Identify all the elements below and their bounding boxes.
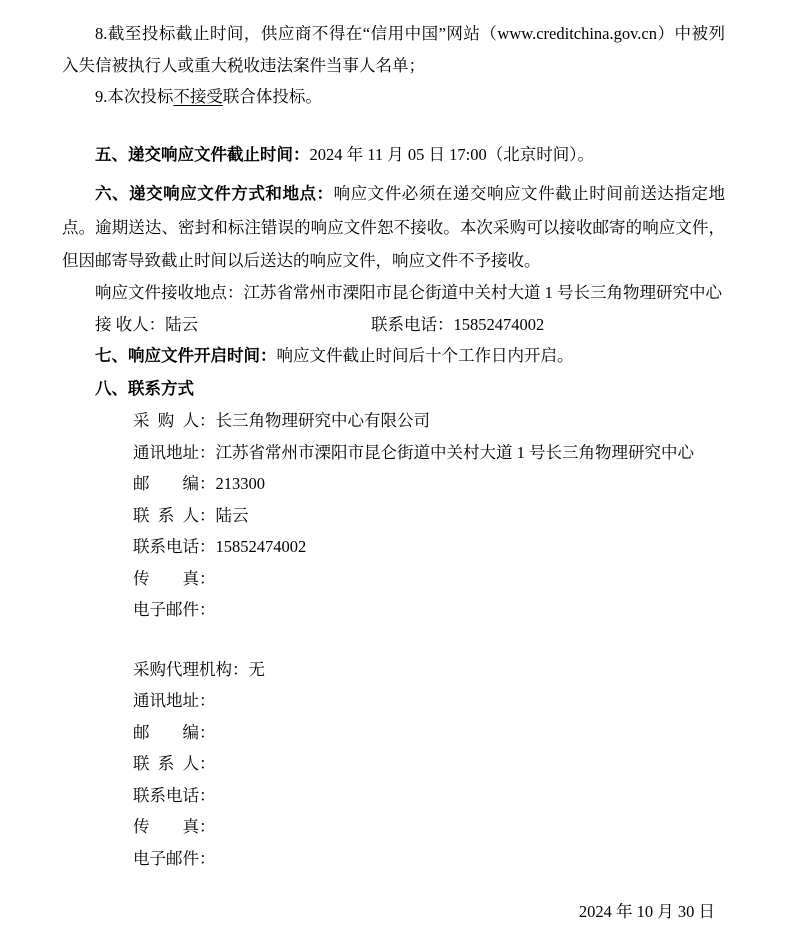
contact-label: 联系人 [133,505,199,525]
colon: ： [199,600,216,619]
paragraph-item-8 [62,18,725,81]
contact-value: 陆云 [215,505,249,525]
contact-label: 联系电话 [133,785,199,805]
receiver-phone-value: 15852474002 [453,314,545,334]
contact-value: 213300 [215,474,265,493]
colon: ： [199,785,216,805]
section-seven-body: 响应文件截止时间后十个工作日内开启。 [276,346,574,365]
contact-label: 采购代理机构 [133,659,232,679]
receive-location-line [62,277,725,309]
contact-label: 传真 [133,568,199,588]
contact-row-purchaser-name [62,405,725,437]
contact-row-agency-fax [62,811,725,843]
contact-row-agency-address [62,685,725,717]
section-six-body: 响应文件必须在递交响应文件截止时间前送达指定地点。逾期送达、密封和标注错误的响应文件恕不接收。本次采购可以接收邮寄的响应文件，但因邮寄导致截止时间以后送达的响应文件，响应文件不予接收。 [62,184,726,270]
date-text: 2024 年 10 月 30 日 [578,902,715,921]
section-five-heading: 五、递交响应文件截止时间： [95,145,310,164]
colon: ： [232,659,249,679]
contact-row-agency-name [62,654,725,686]
colon: ： [148,314,166,334]
colon: ： [227,283,244,302]
item9-prefix: 9.本次投标 [95,87,174,106]
contact-row-agency-phone [62,780,725,812]
colon: ： [199,691,216,710]
colon: ： [199,568,216,588]
contact-label: 电子邮件 [133,848,199,868]
colon: ： [199,817,216,836]
contact-row-purchaser-zip [62,468,725,500]
section-eight-heading: 八、联系方式 [95,379,194,398]
item8-text: 8.截至投标截止时间，供应商不得在“信用中国”网站（www.creditchina.gov.cn）中被列入失信被执行人或重大税收违法案件当事人名单； [62,24,725,75]
receiver-value: 陆云 [165,314,199,334]
section-six-heading: 六、递交响应文件方式和地点： [95,185,334,203]
section-six [62,177,725,277]
receiver-left [95,309,371,341]
colon: ： [199,537,216,556]
contact-label: 通讯地址 [133,442,199,462]
contact-value: 长三角物理研究中心有限公司 [215,411,430,430]
contact-label: 邮编 [133,722,199,742]
contact-row-agency-person [62,748,725,780]
section-seven-heading: 七、响应文件开启时间： [95,347,277,365]
contact-label: 电子邮件 [133,600,199,619]
section-five [62,139,725,172]
receiver-label: 接 收人 [95,314,149,334]
contact-value: 无 [248,659,265,679]
contact-row-purchaser-fax [62,563,725,595]
colon: ： [199,411,216,430]
contact-row-agency-email [62,843,725,875]
contact-row-purchaser-address [62,437,725,469]
contact-label: 采购人 [133,411,199,430]
section-eight [62,373,725,406]
colon: ： [437,314,454,334]
contact-label: 通讯地址 [133,691,199,710]
contact-label: 邮编 [133,474,199,493]
contact-row-purchaser-phone [62,531,725,563]
contact-row-purchaser-person [62,500,725,532]
document-date [62,896,725,928]
receive-location-label: 响应文件接收地点 [95,283,227,302]
colon: ： [199,722,216,742]
receiver-phone-label: 联系电话 [371,314,437,334]
contact-row-purchaser-email [62,594,725,626]
blank-line [62,626,725,654]
contact-row-agency-zip [62,717,725,749]
colon: ： [199,754,216,773]
colon: ： [199,442,216,462]
item9-underlined-text: 不接受 [173,87,223,106]
contact-value: 江苏省常州市溧阳市昆仑街道中关村大道 1 号长三角物理研究中心 [215,442,694,462]
section-seven [62,340,725,373]
receive-location-value: 江苏省常州市溧阳市昆仑街道中关村大道 1 号长三角物理研究中心 [243,283,722,302]
receiver-line [62,309,725,341]
section-five-body: 2024 年 11 月 05 日 17:00（北京时间）。 [309,144,594,164]
contact-label: 联系人 [133,754,199,773]
contact-value: 15852474002 [215,537,307,556]
contact-label: 联系电话 [133,537,199,556]
colon: ： [199,505,216,525]
colon: ： [199,474,216,493]
colon: ： [199,848,216,868]
item9-suffix: 联合体投标。 [222,87,322,106]
paragraph-item-9 [62,81,725,113]
contact-label: 传真 [133,817,199,836]
blank-line [62,113,725,139]
